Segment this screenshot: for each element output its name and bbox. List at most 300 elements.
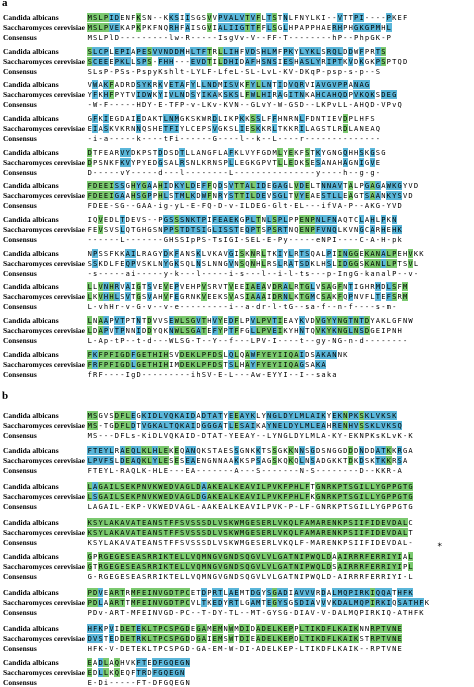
residue: P (223, 326, 228, 335)
residue: y (283, 235, 288, 244)
residue: I (87, 215, 92, 224)
residue: I (299, 370, 304, 379)
residue: H (294, 492, 299, 501)
residue: - (294, 269, 299, 278)
residue: V (386, 518, 391, 527)
residue: S (234, 90, 239, 99)
residue: S (283, 598, 288, 607)
residue: T (152, 634, 158, 643)
residue: H (158, 191, 163, 200)
residue: s (375, 431, 381, 440)
residue: - (98, 431, 103, 440)
residue: R (136, 634, 141, 643)
residue: A (337, 608, 342, 617)
residue: S (136, 191, 141, 200)
residue: Y (375, 492, 381, 501)
residue: D (250, 588, 255, 597)
residue: - (196, 502, 201, 511)
residue: F (305, 482, 310, 491)
residue: G (223, 562, 228, 571)
residue: - (267, 134, 272, 143)
residue: E (120, 572, 125, 581)
residue: F (103, 456, 109, 465)
residue: - (125, 608, 130, 617)
residue: N (392, 644, 397, 653)
residue: E (288, 158, 294, 167)
residue: I (348, 634, 353, 643)
residue: E (267, 634, 272, 643)
residue: A (245, 350, 250, 359)
residue: - (147, 33, 152, 42)
residue: Q (332, 47, 337, 56)
residue: E (185, 466, 190, 475)
residue: N (207, 572, 212, 581)
residue: W (310, 552, 315, 561)
residue: Y (223, 191, 228, 200)
residue: K (141, 431, 147, 440)
residue: K (392, 13, 397, 22)
residue: N (326, 181, 332, 190)
residue: - (190, 134, 196, 143)
residue: P (267, 225, 272, 234)
residue: R (212, 282, 217, 291)
residue: I (359, 518, 364, 527)
residue: D (370, 446, 375, 455)
residue: P (305, 552, 310, 561)
residue: S (397, 456, 402, 465)
residue: S (141, 572, 147, 581)
sequence-row-saccharomyces (87, 562, 413, 571)
residue: A (234, 466, 239, 475)
residue: F (87, 201, 92, 210)
residue: S (239, 552, 245, 561)
residue: E (239, 492, 245, 501)
residue: Q (288, 350, 294, 359)
residue: D (294, 158, 299, 167)
residue: G (375, 181, 381, 190)
residue: I (245, 292, 250, 301)
residue: - (109, 269, 114, 278)
residue: P (234, 114, 239, 123)
residue: H (190, 282, 196, 291)
residue: E (267, 644, 272, 653)
residue: L (261, 502, 266, 511)
residue: I (109, 191, 114, 200)
residue: R (114, 282, 120, 291)
residue: I (207, 634, 212, 643)
residue: P (310, 225, 315, 234)
residue: L (386, 282, 391, 291)
residue: i (103, 678, 109, 687)
residue: A (370, 235, 375, 244)
residue: v (228, 201, 234, 210)
residue: D (321, 456, 326, 465)
residue: D (120, 114, 125, 123)
residue: T (163, 538, 168, 547)
residue: Q (114, 668, 120, 677)
residue: - (185, 134, 190, 143)
residue: S (93, 421, 98, 430)
residue: - (337, 466, 342, 475)
residue: P (261, 158, 266, 167)
residue: L (332, 624, 337, 633)
residue: F (413, 608, 419, 617)
residue: - (386, 235, 391, 244)
residue: V (152, 282, 158, 291)
residue: G (120, 360, 125, 369)
residue: P (174, 634, 179, 643)
residue: K (234, 482, 239, 491)
species-label: Candida albicans (3, 80, 59, 89)
residue: A (250, 598, 255, 607)
residue: I (228, 23, 234, 32)
residue: R (315, 588, 321, 597)
residue: A (218, 446, 223, 455)
residue: Q (294, 225, 299, 234)
residue: R (294, 124, 299, 133)
residue: A (402, 598, 408, 607)
residue: I (354, 588, 359, 597)
residue: S (207, 446, 212, 455)
residue: R (277, 225, 283, 234)
residue: - (299, 302, 304, 311)
residue: K (343, 350, 348, 359)
residue: t (283, 302, 288, 311)
residue: I (337, 259, 342, 268)
residue: - (234, 370, 239, 379)
residue: Y (120, 90, 125, 99)
residue: L (152, 259, 158, 268)
residue: - (245, 370, 250, 379)
residue: S (381, 57, 386, 66)
residue: P (354, 33, 359, 42)
residue: K (354, 634, 359, 643)
residue: A (348, 191, 353, 200)
residue: - (375, 13, 381, 22)
residue: D (190, 411, 196, 420)
residue: I (239, 124, 245, 133)
residue: R (114, 588, 120, 597)
residue: I (359, 482, 364, 491)
residue: - (245, 269, 250, 278)
residue: L (234, 608, 239, 617)
residue: I (354, 538, 359, 547)
residue: S (147, 47, 152, 56)
residue: - (223, 336, 228, 345)
residue: C (190, 124, 196, 133)
residue: L (114, 292, 120, 301)
residue: D (207, 528, 212, 537)
residue: L (136, 466, 141, 475)
residue: I (109, 181, 114, 190)
residue: K (370, 421, 375, 430)
residue: F (326, 624, 332, 633)
residue: D (364, 316, 370, 325)
residue: N (343, 249, 348, 258)
residue: E (103, 588, 109, 597)
residue: G (98, 502, 103, 511)
residue: K (337, 644, 342, 653)
residue: Q (343, 292, 348, 301)
residue: L (288, 431, 294, 440)
residue: V (337, 181, 342, 190)
residue: L (277, 259, 283, 268)
residue: L (158, 411, 163, 420)
residue: T (343, 456, 348, 465)
residue: D (283, 588, 288, 597)
residue: S (196, 528, 201, 537)
residue: N (180, 668, 185, 677)
residue: V (321, 598, 326, 607)
residue: D (375, 518, 381, 527)
residue: P (359, 181, 364, 190)
residue: - (343, 431, 348, 440)
residue: D (305, 350, 310, 359)
species-label: Candida albicans (3, 215, 59, 224)
residue: K (370, 201, 375, 210)
residue: - (354, 235, 359, 244)
residue: K (169, 13, 174, 22)
residue: P (136, 47, 141, 56)
residue: D (93, 588, 98, 597)
residue: Y (283, 148, 288, 157)
residue: P (103, 67, 109, 76)
residue: g (348, 269, 353, 278)
residue: G (245, 518, 250, 527)
residue: K (321, 411, 326, 420)
residue: G (223, 572, 228, 581)
residue: T (174, 80, 179, 89)
residue: K (245, 114, 250, 123)
residue: E (169, 282, 174, 291)
residue: G (98, 492, 103, 501)
residue: T (397, 259, 402, 268)
residue: P (310, 23, 315, 32)
residue: A (294, 360, 299, 369)
residue: A (261, 282, 266, 291)
residue: T (201, 608, 207, 617)
residue: L (163, 114, 168, 123)
residue: F (87, 466, 92, 475)
residue: K (408, 588, 413, 597)
residue: T (288, 552, 294, 561)
residue: P (288, 215, 294, 224)
residue: K (277, 492, 283, 501)
residue: A (196, 326, 201, 335)
residue: E (169, 316, 174, 325)
residue: - (321, 134, 326, 143)
residue: I (283, 360, 288, 369)
residue: S (348, 482, 353, 491)
residue: k (326, 370, 332, 379)
residue: S (402, 259, 408, 268)
residue: C (163, 634, 168, 643)
residue: - (261, 370, 266, 379)
residue: A (207, 492, 212, 501)
residue: W (174, 316, 179, 325)
species-label: Candida albicans (3, 181, 59, 190)
residue: E (158, 124, 163, 133)
residue: P (294, 624, 299, 633)
residue: Q (245, 562, 250, 571)
residue: K (250, 446, 255, 455)
residue: E (196, 124, 201, 133)
residue: E (125, 624, 130, 633)
residue: A (201, 624, 207, 633)
residue: R (93, 370, 98, 379)
residue: - (370, 67, 375, 76)
residue: - (152, 13, 158, 22)
residue: G (272, 588, 277, 597)
residue: E (136, 114, 141, 123)
species-label: Candida albicans (3, 588, 59, 597)
residue: K (141, 456, 147, 465)
residue: - (201, 466, 207, 475)
residue: i (190, 370, 196, 379)
residue: Y (277, 370, 283, 379)
residue: T (294, 259, 299, 268)
species-label: Consensus (3, 269, 37, 278)
residue: T (131, 225, 136, 234)
residue: S (218, 158, 223, 167)
species-label: Saccharomyces cerevisiae (3, 292, 85, 301)
residue: E (218, 370, 223, 379)
residue: G (343, 326, 348, 335)
residue: V (326, 598, 332, 607)
residue: D (207, 538, 212, 547)
residue: N (332, 148, 337, 157)
residue: - (321, 33, 326, 42)
residue: A (321, 23, 326, 32)
residue: G (397, 482, 402, 491)
residue: f (326, 201, 332, 210)
residue: G (114, 562, 120, 571)
residue: V (98, 588, 103, 597)
residue: K (152, 90, 158, 99)
residue: F (174, 249, 179, 258)
species-label: Candida albicans (3, 482, 59, 491)
residue: H (174, 23, 179, 32)
residue: T (245, 588, 250, 597)
residue: S (348, 518, 353, 527)
residue: N (321, 492, 326, 501)
residue: V (158, 598, 163, 607)
residue: K (386, 446, 391, 455)
residue: S (364, 456, 370, 465)
residue: - (288, 336, 294, 345)
residue: R (386, 466, 391, 475)
residue: V (136, 259, 141, 268)
residue: K (234, 492, 239, 501)
residue: I (212, 23, 217, 32)
residue: E (125, 446, 130, 455)
residue: - (169, 201, 174, 210)
residue: A (315, 350, 321, 359)
residue: V (337, 114, 342, 123)
residue: D (283, 80, 288, 89)
residue: v (392, 431, 397, 440)
residue: S (321, 282, 326, 291)
residue: T (408, 598, 413, 607)
residue: G (180, 114, 185, 123)
residue: E (120, 562, 125, 571)
residue: S (163, 316, 168, 325)
residue: L (348, 326, 353, 335)
sequence-row-candida (87, 624, 402, 633)
residue: - (277, 336, 283, 345)
residue: - (354, 466, 359, 475)
residue: - (223, 466, 228, 475)
residue: T (381, 634, 386, 643)
species-label: Consensus (3, 302, 37, 311)
residue: S (136, 57, 141, 66)
residue: V (250, 482, 255, 491)
residue: A (283, 572, 288, 581)
residue: S (125, 552, 130, 561)
residue: - (348, 33, 353, 42)
residue: G (299, 360, 304, 369)
residue: T (196, 215, 201, 224)
residue: T (375, 456, 381, 465)
residue: S (305, 57, 310, 66)
residue: A (125, 23, 130, 32)
residue: A (180, 482, 185, 491)
residue: F (267, 114, 272, 123)
residue: K (163, 13, 168, 22)
residue: R (267, 518, 272, 527)
residue: L (256, 100, 261, 109)
residue: N (354, 158, 359, 167)
residue: I (343, 562, 348, 571)
residue: R (381, 562, 386, 571)
residue: P (163, 225, 168, 234)
residue: M (218, 624, 223, 633)
residue: D (321, 634, 326, 643)
residue: F (267, 33, 272, 42)
residue: - (315, 269, 321, 278)
residue: G (332, 282, 337, 291)
residue: A (147, 114, 152, 123)
residue: L (375, 421, 381, 430)
residue: M (87, 431, 92, 440)
residue: - (141, 33, 147, 42)
residue: I (190, 23, 196, 32)
residue: G (375, 201, 381, 210)
residue: F (261, 23, 266, 32)
residue: L (180, 552, 185, 561)
residue: T (245, 13, 250, 22)
residue: E (98, 191, 103, 200)
residue: - (250, 168, 255, 177)
residue: G (261, 148, 266, 157)
residue: I (163, 181, 168, 190)
residue: F (245, 80, 250, 89)
residue: L (228, 158, 234, 167)
residue: D (354, 57, 359, 66)
residue: - (169, 168, 174, 177)
residue: T (256, 608, 261, 617)
residue: R (375, 225, 381, 234)
residue: P (386, 13, 391, 22)
residue: - (234, 302, 239, 311)
residue: - (131, 168, 136, 177)
residue: L (87, 292, 92, 301)
residue: I (245, 282, 250, 291)
residue: R (326, 502, 332, 511)
residue: H (397, 588, 402, 597)
residue: - (98, 168, 103, 177)
residue: W (158, 482, 163, 491)
